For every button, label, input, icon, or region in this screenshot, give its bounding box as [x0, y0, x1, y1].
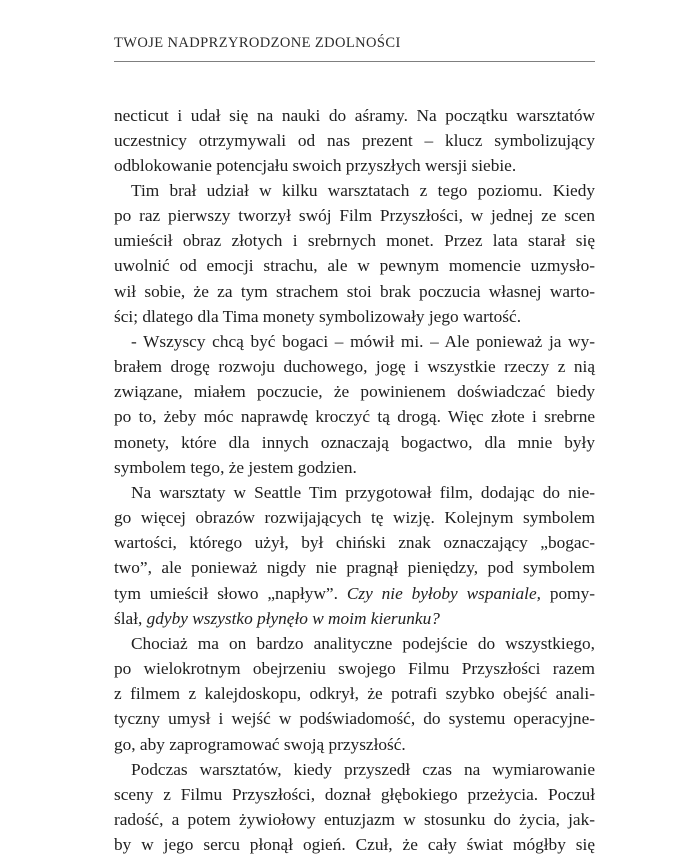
text-line: odblokowanie potencjału swoich przyszłych wersji siebie. [114, 156, 517, 175]
text-line: Podczas warsztatów, kiedy przyszedł czas na wymiarowanie [131, 760, 595, 779]
text-line: uwolnić od emocji strachu, ale w pewnym momencie uzmysło- [114, 256, 595, 275]
text-line: wił sobie, że za tym strachem stoi brak poczucia własnej warto- [114, 282, 595, 301]
text-line: go, aby zaprogramować swoją przyszłość. [114, 735, 406, 754]
text-line: po wielokrotnym obejrzeniu swojego Filmu Przyszłości razem [114, 659, 595, 678]
text-line: ści; dlatego dla Tima monety symbolizowały jego wartość. [114, 307, 522, 326]
text-line: - Wszyscy chcą być bogaci – mówił mi. – Ale ponieważ ja wy- [131, 332, 595, 351]
text-line: po to, żeby móc naprawdę kroczyć tą drogą. Więc złote i srebrne [114, 407, 595, 426]
text-line: radość, a potem żywiołowy entuzjazm w stosunku do życia, jak- [114, 810, 595, 829]
text-line: necticut i udał się na nauki do aśramy. Na początku warsztatów [114, 106, 595, 125]
text-line: by w jego sercu płonął ogień. Czuł, że cały świat mógłby się [114, 835, 595, 854]
text-line: uczestnicy otrzymywali od nas prezent – klucz symbolizujący [114, 131, 595, 150]
running-head: TWOJE NADPRZYRODZONE ZDOLNOŚCI [114, 35, 401, 51]
italic-segment: gdyby wszystko płynęło w moim kierunku? [146, 609, 440, 628]
text-line: Na warsztaty w Seattle Tim przygotował film, dodając do nie- [131, 483, 595, 502]
text-line: umieścił obraz złotych i srebrnych monet. Przez lata starał się [114, 231, 595, 250]
text-line: brałem drogę rozwoju duchowego, jogę i wszystkie rzeczy z nią [114, 357, 595, 376]
text-line: monety, które dla innych oznaczają bogactwo, dla mnie były [114, 433, 595, 452]
text-line: Tim brał udział w kilku warsztatach z tego poziomu. Kiedy [131, 181, 595, 200]
text-segment: ślał, [114, 609, 147, 628]
text-line: Chociaż ma on bardzo analityczne podejście do wszystkiego, [131, 634, 595, 653]
text-line: z filmem z kalejdoskopu, odkrył, że potrafi szybko obejść anali- [114, 684, 595, 703]
text-line: tyczny umysł i wejść w podświadomość, do systemu operacyjne- [114, 709, 595, 728]
text-line-mixed [114, 582, 595, 606]
text-segment: tym umieścił słowo „napływ”. [114, 584, 347, 603]
text-line: po raz pierwszy tworzył swój Film Przyszłości, w jednej ze scen [114, 206, 595, 225]
header-rule [114, 61, 595, 62]
text-line-mixed [114, 607, 595, 631]
text-line: wartości, którego użył, był chiński znak oznaczający „bogac- [114, 533, 595, 552]
text-line: związane, miałem poczucie, że powinienem doświadczać biedy [114, 382, 595, 401]
italic-segment: Czy nie byłoby wspaniale, [346, 584, 541, 603]
text-line: two”, ale ponieważ nigdy nie pragnął pieniędzy, pod symbolem [114, 558, 595, 577]
text-segment: pomy- [540, 584, 595, 603]
text-line: sceny z Filmu Przyszłości, doznał głębokiego przeżycia. Poczuł [114, 785, 595, 804]
text-line: symbolem tego, że jestem godzien. [114, 458, 357, 477]
text-line: go więcej obrazów rozwijających tę wizję. Kolejnym symbolem [114, 508, 595, 527]
